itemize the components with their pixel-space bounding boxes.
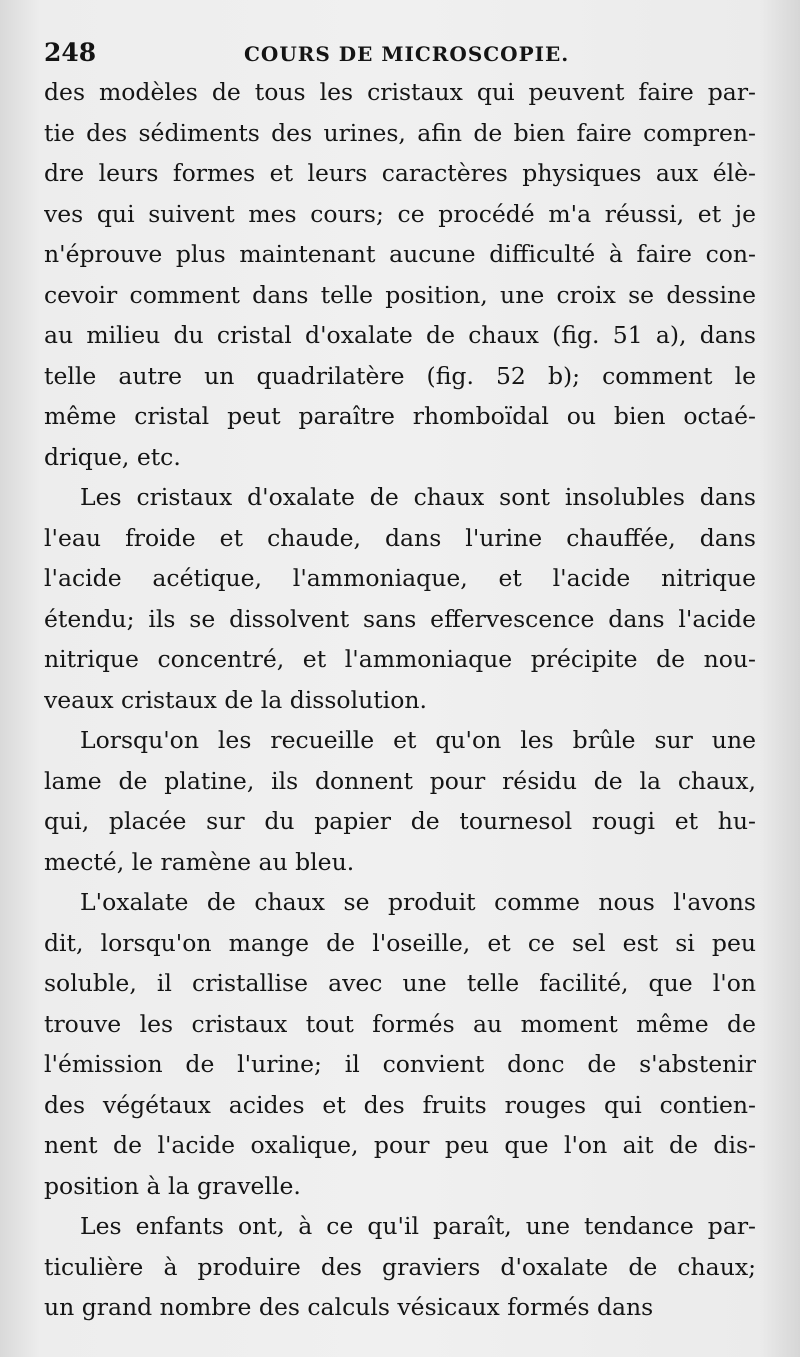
text-line: l'eau froide et chaude, dans l'urine chauffée, dans <box>44 523 756 552</box>
text-line: L'oxalate de chaux se produit comme nous l'avons <box>80 888 756 916</box>
text-line: même cristal peut paraître rhomboïdal ou bien octaé- <box>44 402 756 430</box>
paragraph <box>44 72 756 477</box>
text-line: tie des sédiments des urines, afin de bien faire compren- <box>44 118 756 147</box>
text-line: nitrique concentré, et l'ammoniaque précipite de nou- <box>44 645 756 673</box>
text-line: Les enfants ont, à ce qu'il paraît, une tendance par- <box>80 1212 756 1240</box>
text-line: qui, placée sur du papier de tournesol rougi et hu- <box>44 807 756 835</box>
paragraph <box>44 882 756 1206</box>
text-line: Lorsqu'on les recueille et qu'on les brûle sur une <box>80 726 756 754</box>
text-line: dit, lorsqu'on mange de l'oseille, et ce sel est si peu <box>44 928 756 957</box>
text-line: mecté, le ramène au bleu. <box>44 847 355 876</box>
paragraph <box>44 477 756 720</box>
paragraph <box>44 1206 756 1328</box>
text-line: drique, etc. <box>44 442 181 471</box>
text-line: des modèles de tous les cristaux qui peuvent faire par- <box>44 78 756 106</box>
text-line: veaux cristaux de la dissolution. <box>44 685 427 714</box>
paragraph <box>44 720 756 882</box>
text-line: telle autre un quadrilatère (fig. 52 b); comment le <box>44 361 756 390</box>
text-line: Les cristaux d'oxalate de chaux sont insolubles dans <box>80 483 756 511</box>
text-line: l'acide acétique, l'ammoniaque, et l'acide nitrique <box>44 564 756 592</box>
text-line: au milieu du cristal d'oxalate de chaux (fig. 51 a), dans <box>44 321 756 349</box>
text-line: trouve les cristaux tout formés au moment même de <box>44 1009 756 1038</box>
running-head: COURS DE MICROSCOPIE. <box>244 42 570 66</box>
text-line: l'émission de l'urine; il convient donc de s'abstenir <box>44 1050 756 1078</box>
text-line: étendu; ils se dissolvent sans effervescence dans l'acide <box>44 604 756 633</box>
text-line: n'éprouve plus maintenant aucune difficulté à faire con- <box>44 240 756 268</box>
text-line: cevoir comment dans telle position, une croix se dessine <box>44 280 756 309</box>
text-line: ticulière à produire des graviers d'oxalate de chaux; <box>44 1252 756 1281</box>
text-line: ves qui suivent mes cours; ce procédé m'a réussi, et je <box>44 199 756 228</box>
text-line: dre leurs formes et leurs caractères physiques aux élè- <box>44 159 756 187</box>
text-line: position à la gravelle. <box>44 1171 301 1200</box>
text-line: soluble, il cristallise avec une telle facilité, que l'on <box>44 969 756 997</box>
text-line: un grand nombre des calculs vésicaux formés dans <box>44 1293 654 1321</box>
text-line: des végétaux acides et des fruits rouges qui contien- <box>44 1090 756 1119</box>
page-number: 248 <box>44 38 97 67</box>
text-line: nent de l'acide oxalique, pour peu que l'on ait de dis- <box>44 1131 756 1159</box>
body-text <box>44 72 756 1328</box>
text-line: lame de platine, ils donnent pour résidu de la chaux, <box>44 766 756 795</box>
